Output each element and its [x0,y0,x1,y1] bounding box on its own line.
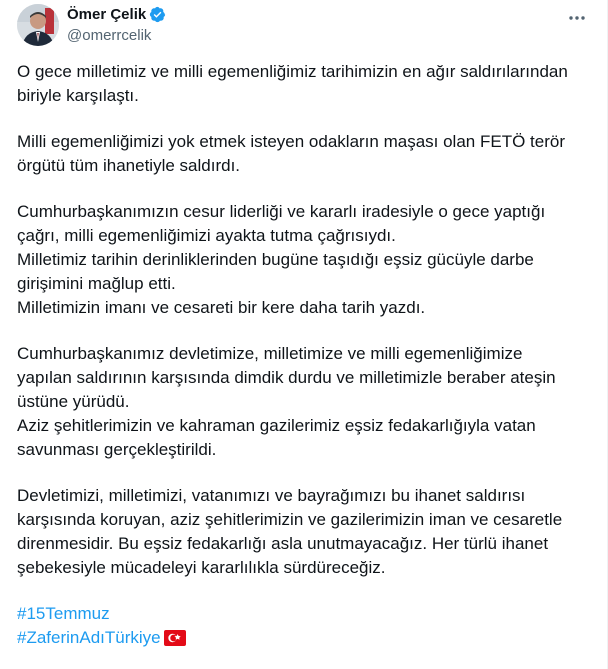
paragraph-4 [17,342,592,462]
text-line: O gece milletimiz ve milli egemenliğimiz tarihimizin en ağır saldırılarından [17,62,568,81]
text-line: yapılan saldırının karşısında dimdik durdu ve milletimizle beraber ateşin [17,368,556,387]
text-line: çağrı, milli egemenliğimizi ayakta tutma çağrısıydı. [17,226,396,245]
avatar-photo [17,4,59,46]
hashtag-15temmuz[interactable]: #15Temmuz [17,604,110,623]
text-line: Cumhurbaşkanımızın cesur liderliği ve kararlı iradesiyle o gece yaptığı [17,202,546,221]
tweet-header [17,4,591,48]
text-line: Aziz şehitlerimizin ve kahraman gazilerimiz eşsiz fedakarlığıyla vatan [17,416,536,435]
text-line: Milletimizin imanı ve cesareti bir kere daha tarih yazdı. [17,298,426,317]
avatar[interactable] [17,4,59,46]
author-name[interactable]: Ömer Çelik [67,6,147,23]
paragraph-5 [17,484,592,580]
hashtag-zaferinaditurkiye[interactable]: #ZaferinAdıTürkiye [17,628,161,647]
turkey-flag-icon [164,630,186,646]
paragraph-2 [17,130,592,178]
text-line: Milletimiz tarihin derinliklerinden bugüne taşıdığı eşsiz gücüyle darbe [17,250,534,269]
text-line: karşısında koruyan, aziz şehitlerimizin ve gazilerimizin iman ve cesaretle [17,510,563,529]
paragraph-1 [17,60,592,108]
tweet-text [17,60,592,650]
more-horizontal-icon[interactable] [567,8,587,28]
text-line: örgütü tüm ihanetiyle saldırdı. [17,156,241,175]
text-line: Cumhurbaşkanımız devletimize, milletimize ve milli egemenliğimize [17,344,523,363]
text-line: girişimini mağlup etti. [17,274,176,293]
text-line: üstüne yürüdü. [17,392,130,411]
author-handle[interactable]: @omerrcelik [67,27,152,44]
text-line: biriyle karşılaştı. [17,86,139,105]
verified-badge-icon [149,6,166,23]
text-line: Devletimizi, milletimizi, vatanımızı ve bayrağımızı bu ihanet saldırısı [17,486,526,505]
text-line: direnmesidir. Bu eşsiz fedakarlığı asla unutmayacağız. Her türlü ihanet [17,534,549,553]
text-line: savunması gerçekleştirildi. [17,440,217,459]
text-line: Milli egemenliğimizi yok etmek isteyen odakların maşası olan FETÖ terör [17,132,565,151]
hashtag-row [17,626,592,650]
hashtags [17,602,592,650]
paragraph-3 [17,200,592,320]
text-line: şebekesiyle mücadeleyi kararlılıkla sürdüreceğiz. [17,558,386,577]
author-name-row [67,6,166,23]
